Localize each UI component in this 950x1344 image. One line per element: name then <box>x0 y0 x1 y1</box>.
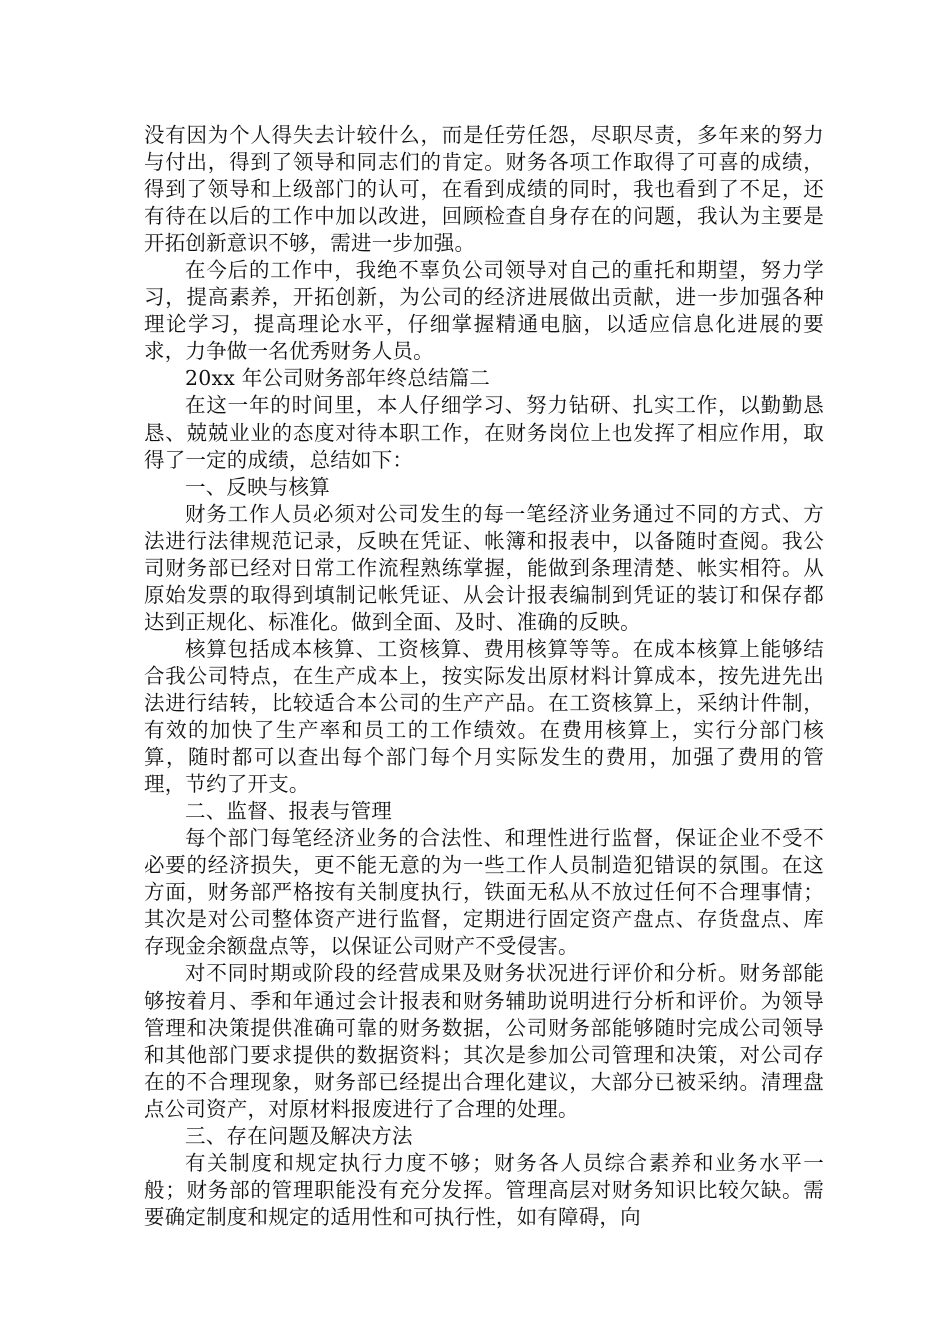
body-paragraph: 没有因为个人得失去计较什么，而是任劳任怨，尽职尽责，多年来的努力与付出，得到了领导和同志们的肯定。财务各项工作取得了可喜的成绩，得到了领导和上级部门的认可，在看到成绩的同时，我也看到了不足，还有待在以后的工作中加以改进，回顾检查自身存在的问题，我认为主要是开拓创新意识不够，需进一步加强。 <box>144 123 824 256</box>
body-paragraph: 每个部门每笔经济业务的合法性、和理性进行监督，保证企业不受不必要的经济损失，更不能无意的为一些工作人员制造犯错误的氛围。在这方面，财务部严格按有关制度执行，铁面无私从不放过任何不合理事情；其次是对公司整体资产进行监督，定期进行固定资产盘点、存货盘点、库存现金余额盘点等，以保证公司财产不受侵害。 <box>144 826 824 959</box>
body-paragraph: 对不同时期或阶段的经营成果及财务状况进行评价和分析。财务部能够按着月、季和年通过会计报表和财务辅助说明进行分析和评价。为领导管理和决策提供准确可靠的财务数据，公司财务部能够随时完成公司领导和其他部门要求提供的数据资料；其次是参加公司管理和决策，对公司存在的不合理现象，财务部已经提出合理化建议，大部分已被采纳。清理盘点公司资产，对原材料报废进行了合理的处理。 <box>144 961 824 1121</box>
body-paragraph: 在今后的工作中，我绝不辜负公司领导对自己的重托和期望，努力学习，提高素养，开拓创新，为公司的经济进展做出贡献，进一步加强各种理论学习，提高理论水平，仔细掌握精通电脑，以适应信息化进展的要求，力争做一名优秀财务人员。 <box>144 258 824 364</box>
document-page <box>144 122 824 1231</box>
body-paragraph: 财务工作人员必须对公司发生的每一笔经济业务通过不同的方式、方法进行法律规范记录，反映在凭证、帐簿和报表中，以备随时查阅。我公司财务部已经对日常工作流程熟练掌握，能做到条理清楚、帐实相符。从原始发票的取得到填制记帐凭证、从会计报表编制到凭证的装订和保存都达到正规化、标准化。做到全面、及时、准确的反映。 <box>144 501 824 634</box>
body-paragraph: 核算包括成本核算、工资核算、费用核算等等。在成本核算上能够结合我公司特点，在生产成本上，按实际发出原材料计算成本，按先进先出法进行结转，比较适合本公司的生产产品。在工资核算上，采纳计件制，有效的加快了生产率和员工的工作绩效。在费用核算上，实行分部门核算，随时都可以查出每个部门每个月实际发生的费用，加强了费用的管理，节约了开支。 <box>144 636 824 797</box>
body-paragraph: 有关制度和规定执行力度不够；财务各人员综合素养和业务水平一般；财务部的管理职能没有充分发挥。管理高层对财务知识比较欠缺。需要确定制度和规定的适用性和可执行性，如有障碍，向 <box>144 1150 824 1229</box>
section-heading: 一、反映与核算 <box>185 474 330 499</box>
section-heading: 二、监督、报表与管理 <box>185 799 392 824</box>
section-title: 20xx 年公司财务部年终总结篇二 <box>185 366 491 391</box>
body-paragraph: 在这一年的时间里，本人仔细学习、努力钻研、扎实工作，以勤勤恳恳、兢兢业业的态度对待本职工作，在财务岗位上也发挥了相应作用，取得了一定的成绩，总结如下： <box>144 393 824 472</box>
section-heading: 三、存在问题及解决方法 <box>185 1123 413 1148</box>
